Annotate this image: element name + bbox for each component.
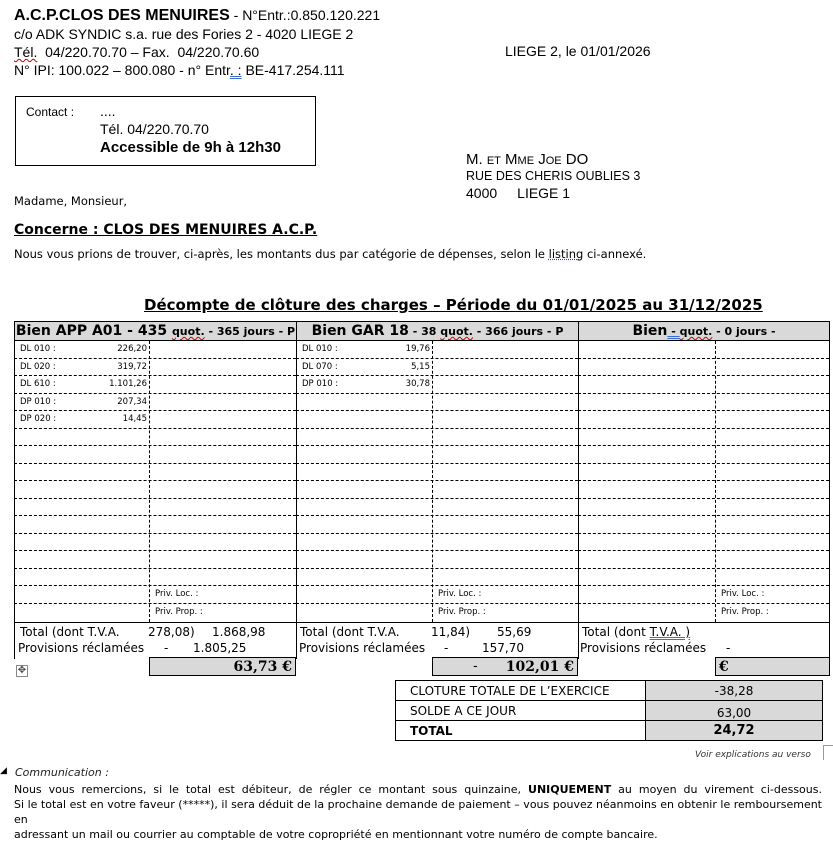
charge-row bbox=[14, 429, 296, 447]
result-cell-2: - 102,01 € bbox=[432, 657, 578, 676]
charge-row bbox=[296, 499, 578, 517]
charge-row bbox=[296, 411, 578, 429]
contact-box bbox=[15, 96, 316, 166]
org-entr-number: - N°Entr.:0.850.120.221 bbox=[229, 7, 381, 23]
charge-row bbox=[296, 569, 578, 587]
charge-row bbox=[296, 446, 578, 464]
charge-row bbox=[578, 359, 829, 377]
charge-row bbox=[14, 394, 296, 412]
charge-code: DP 010 : bbox=[20, 396, 57, 407]
charge-row bbox=[14, 446, 296, 464]
charge-code: DL 610 : bbox=[20, 379, 56, 389]
contact-label: Contact : bbox=[26, 105, 75, 119]
priv-loc-label: Priv. Loc. : bbox=[155, 589, 199, 599]
charge-code: DP 020 : bbox=[20, 414, 57, 424]
charge-row bbox=[296, 551, 578, 569]
tel-label: Tél. bbox=[14, 44, 38, 60]
provisions-sign-1: - bbox=[164, 641, 169, 655]
charge-code: DL 020 : bbox=[20, 361, 56, 372]
charge-row bbox=[578, 586, 829, 604]
provisions-sign-3: - bbox=[726, 641, 731, 655]
summary-row-cloture: CLOTURE TOTALE DE L’EXERCICE -38,28 bbox=[396, 681, 823, 701]
charge-amount: 226,20 bbox=[117, 344, 147, 354]
charge-code: DP 010 : bbox=[302, 379, 339, 389]
priv-prop-label: Priv. Prop. : bbox=[438, 606, 486, 617]
priv-prop-label: Priv. Prop. : bbox=[155, 606, 203, 617]
charge-row bbox=[14, 516, 296, 534]
charge-row bbox=[14, 341, 296, 359]
charge-row bbox=[296, 481, 578, 499]
total-label-2: Total (dont T.V.A. bbox=[300, 625, 400, 639]
total-label-3: Total (dont T.V.A. ) bbox=[582, 625, 691, 639]
provisions-label-3: Provisions réclamées bbox=[580, 641, 707, 655]
charge-row bbox=[578, 516, 829, 534]
bien-empty-header: Bien - quot. - 0 jours - bbox=[578, 321, 830, 341]
priv-prop-label: Priv. Prop. : bbox=[721, 606, 769, 617]
recipient-street: RUE DES CHERIS OUBLIES 3 bbox=[466, 169, 641, 183]
summary-row-solde: SOLDE A CE JOUR 63,00 bbox=[396, 701, 823, 721]
salutation: Madame, Monsieur, bbox=[14, 194, 128, 208]
provisions-sign-2: - bbox=[444, 641, 449, 655]
tva-1: 278,08) bbox=[148, 625, 195, 639]
charge-row bbox=[14, 499, 296, 517]
result-cell-1: 63,73 € bbox=[149, 657, 296, 676]
charge-row bbox=[578, 551, 829, 569]
decompte-title: Décompte de clôture des charges – Période du 01/01/2025 au 31/12/2025 bbox=[144, 296, 763, 314]
charge-amount: 5,15 bbox=[411, 361, 430, 372]
provisions-2: 157,70 bbox=[482, 641, 524, 655]
provisions-1: 1.805,25 bbox=[193, 641, 247, 655]
sender-block bbox=[14, 6, 380, 79]
priv-loc-label: Priv. Loc. : bbox=[721, 589, 765, 599]
charge-amount: 30,78 bbox=[405, 379, 430, 389]
charge-row bbox=[296, 341, 578, 359]
contact-hours: Accessible de 9h à 12h30 bbox=[100, 139, 281, 156]
charge-row bbox=[578, 411, 829, 429]
charge-amount: 19,76 bbox=[405, 344, 430, 354]
total-2: 55,69 bbox=[497, 625, 532, 639]
charge-row bbox=[578, 464, 829, 482]
summary-table bbox=[395, 680, 823, 741]
charge-row bbox=[296, 604, 578, 622]
charge-row bbox=[14, 359, 296, 377]
recipient-city-line: 4000 LIEGE 1 bbox=[466, 185, 571, 201]
bien-app-a01-header: Bien APP A01 - 435 quot. - 365 jours - P bbox=[15, 323, 296, 339]
provisions-label-2: Provisions réclamées bbox=[299, 641, 426, 655]
intro-text: Nous vous prions de trouver, ci-après, les montants dus par catégorie de dépenses, selon le listing ci-annexé. bbox=[14, 247, 647, 261]
charge-row bbox=[578, 376, 829, 394]
contact-name: .... bbox=[100, 103, 116, 119]
provisions-label-1: Provisions réclamées bbox=[18, 641, 145, 655]
charge-row bbox=[14, 464, 296, 482]
table-move-handle-icon[interactable]: ✥ bbox=[17, 665, 27, 676]
charge-code: DL 010 : bbox=[302, 344, 338, 354]
org-name: A.C.P.CLOS DES MENUIRES bbox=[14, 7, 230, 24]
charge-row bbox=[296, 429, 578, 447]
charge-row bbox=[14, 586, 296, 604]
charge-row bbox=[14, 411, 296, 429]
sender-phone-fax: Tél. 04/220.70.70 – Fax. 04/220.70.60 bbox=[14, 44, 260, 60]
charge-row bbox=[14, 604, 296, 622]
charge-row bbox=[578, 569, 829, 587]
charge-row bbox=[578, 604, 829, 622]
charge-row bbox=[296, 359, 578, 377]
total-1: 1.868,98 bbox=[212, 625, 266, 639]
charge-row bbox=[296, 394, 578, 412]
charge-row bbox=[14, 376, 296, 394]
charge-row bbox=[14, 551, 296, 569]
bien-gar-18-header: Bien GAR 18 - 38 quot. - 366 jours - P bbox=[296, 321, 579, 341]
communication-label: Communication : bbox=[15, 766, 109, 779]
charge-row bbox=[578, 481, 829, 499]
tva-2: 11,84) bbox=[431, 625, 471, 639]
charge-row bbox=[578, 394, 829, 412]
subject: Concerne : CLOS DES MENUIRES A.C.P. bbox=[14, 222, 318, 238]
charge-row bbox=[296, 586, 578, 604]
charge-row bbox=[14, 534, 296, 552]
collapse-triangle-icon[interactable]: ◢ bbox=[0, 766, 7, 776]
recipient-name: M. et Mme Joe DO bbox=[466, 151, 589, 168]
place-date: LIEGE 2, le 01/01/2026 bbox=[505, 43, 651, 59]
charge-row bbox=[578, 499, 829, 517]
charge-amount: 14,45 bbox=[122, 414, 147, 424]
charge-row bbox=[578, 341, 829, 359]
contact-phone: Tél. 04/220.70.70 bbox=[100, 121, 209, 137]
charge-amount: 207,34 bbox=[117, 396, 147, 407]
charge-row bbox=[296, 516, 578, 534]
charge-row bbox=[14, 569, 296, 587]
charge-code: DL 010 : bbox=[20, 344, 56, 354]
charge-amount: 1.101,26 bbox=[109, 379, 147, 389]
charge-row bbox=[296, 464, 578, 482]
charge-row bbox=[296, 376, 578, 394]
priv-loc-label: Priv. Loc. : bbox=[438, 589, 482, 599]
summary-row-total: TOTAL 24,72 bbox=[396, 721, 823, 741]
charge-row bbox=[578, 534, 829, 552]
sender-ipi: N° IPI: 100.022 – 800.080 - n° Entr. : BE-417.254.111 bbox=[14, 62, 345, 78]
total-label-1: Total (dont T.V.A. bbox=[20, 625, 120, 639]
charge-row bbox=[578, 446, 829, 464]
charge-row bbox=[296, 534, 578, 552]
sender-address: c/o ADK SYNDIC s.a. rue des Fories 2 - 4020 LIEGE 2 bbox=[14, 26, 354, 42]
charge-row bbox=[578, 429, 829, 447]
result-cell-3: € bbox=[715, 657, 830, 676]
verso-note: Voir explications au verso bbox=[695, 750, 811, 760]
charge-row bbox=[14, 481, 296, 499]
communication-text: Nous vous remercions, si le total est débiteur, de régler ce montant sous quinzaine, UNIQUEMENT au moyen du virement ci-dessous. Si le total est en votre faveur (*****), il sera déduit de la prochaine demande de paiement – vous pouvez néanmoins en obtenir le remboursement en adressant un mail ou courrier au comptable de votre copropriété en mentionnant votre numéro de compte bancaire. bbox=[14, 783, 822, 841]
charge-code: DL 070 : bbox=[302, 361, 338, 372]
charge-amount: 319,72 bbox=[117, 361, 147, 372]
